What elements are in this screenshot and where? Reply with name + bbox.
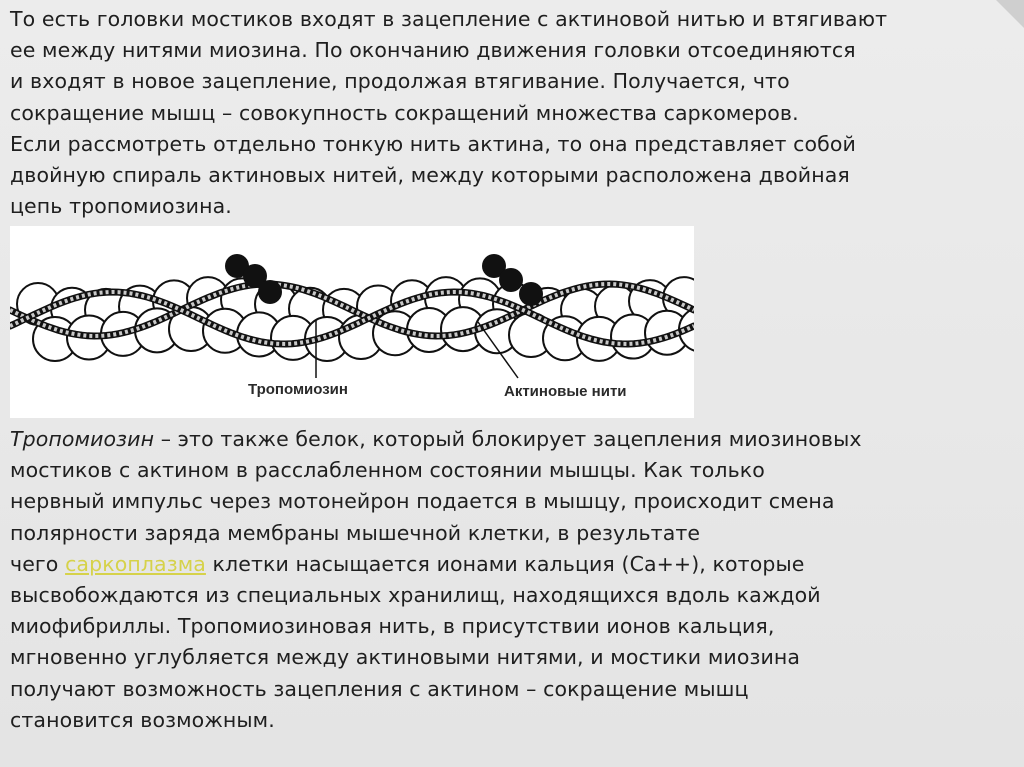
text-line: получают возможность зацепления с актином – сокращение мышц: [10, 676, 749, 701]
text-fragment: клетки насыщается ионами кальция (Са++), которые: [205, 551, 805, 576]
paragraph-intro: [10, 4, 1010, 222]
text-line: [10, 549, 1010, 580]
text-line: полярности заряда мембраны мышечной клетки, в результате: [10, 520, 701, 545]
term-tropomyosin: Тропомиозин: [10, 427, 155, 451]
text-fragment: чего: [10, 551, 66, 576]
text-line: становится возможным.: [10, 707, 275, 732]
text-fragment: – это также белок, который блокирует зацепления миозиновых: [154, 427, 862, 451]
label-actin-filaments: Актиновые нити: [504, 383, 627, 400]
text-line: высвобождаются из специальных хранилищ, находящихся вдоль каждой: [10, 583, 821, 608]
text-line: мостиков с актином в расслабленном состоянии мышцы. Как только: [10, 458, 765, 483]
text-line: То есть головки мостиков входят в зацепление с актиновой нитью и втягивают: [10, 7, 888, 31]
text-line: сокращение мышц – совокупность сокращений множества саркомеров.: [10, 100, 799, 125]
text-line: цепь тропомиозина.: [10, 194, 232, 219]
troponin-bead: [519, 282, 543, 306]
paragraph-tropomyosin: [10, 424, 1010, 736]
troponin-bead: [258, 280, 282, 304]
text-line: нервный импульс через мотонейрон подается в мышцу, происходит смена: [10, 489, 835, 514]
sarcoplasm-link[interactable]: саркоплазма: [65, 551, 206, 576]
text-line: Если рассмотреть отдельно тонкую нить актина, то она представляет собой: [10, 131, 856, 156]
text-line: мгновенно углубляется между актиновыми нитями, и мостики миозина: [10, 645, 801, 670]
text-line: ее между нитями миозина. По окончанию движения головки отсоединяются: [10, 38, 856, 63]
text-line: миофибриллы. Тропомиозиновая нить, в присутствии ионов кальция,: [10, 614, 775, 639]
text-line: и входят в новое зацепление, продолжая втягивание. Получается, что: [10, 69, 790, 94]
text-line: [10, 424, 1010, 455]
actin-filament-figure: [10, 226, 694, 418]
text-line: двойную спираль актиновых нитей, между которыми расположена двойная: [10, 163, 850, 188]
label-tropomyosin: Тропомиозин: [248, 381, 348, 398]
troponin-bead: [499, 268, 523, 292]
